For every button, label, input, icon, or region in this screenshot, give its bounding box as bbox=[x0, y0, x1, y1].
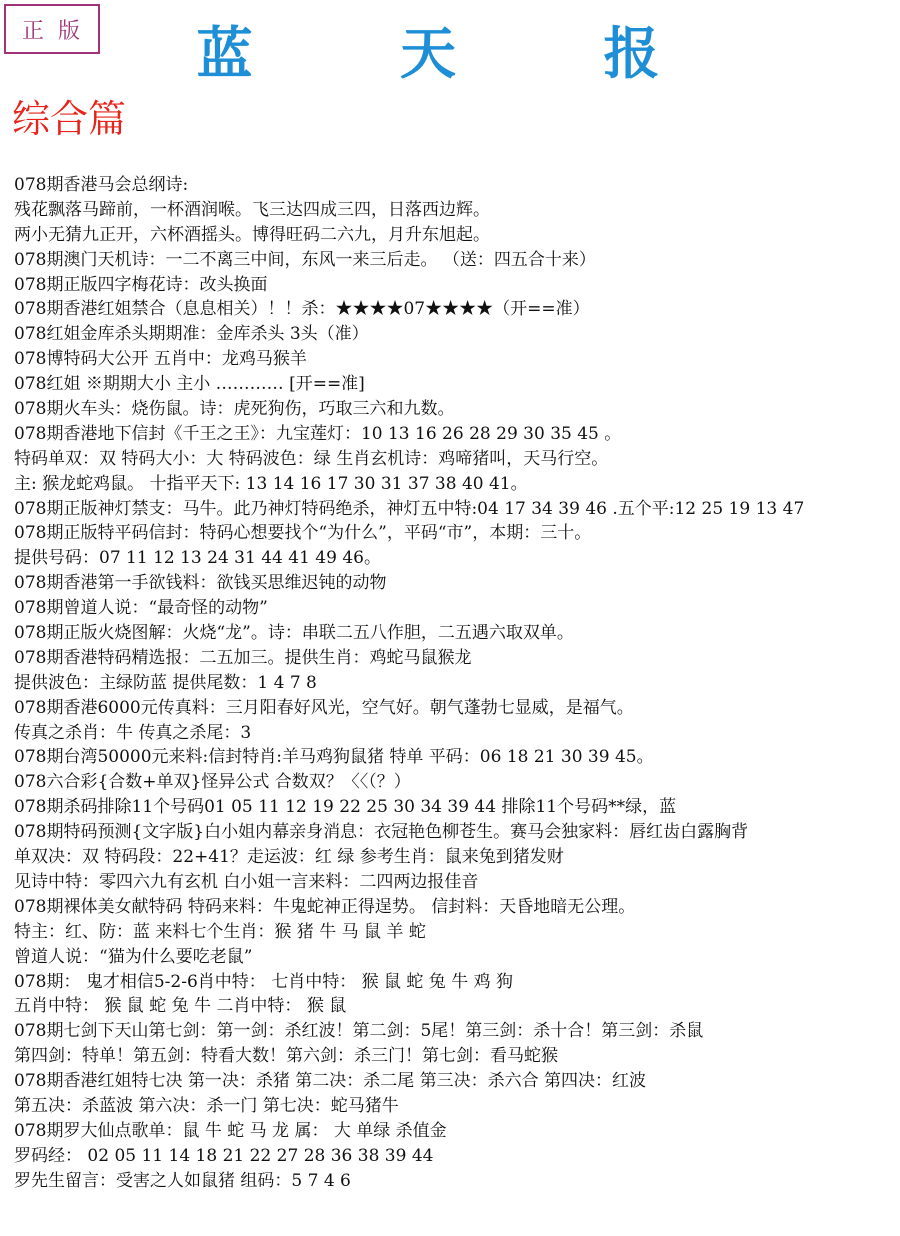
text-line: 078期特码预测{文字版}白小姐内幕亲身消息：衣冠艳色柳苍生。赛马会独家料：唇红齿白露胸背 bbox=[14, 822, 749, 843]
article-body bbox=[14, 173, 894, 1194]
text-line: 078期香港6000元传真料：三月阳春好风光，空气好。朝气蓬勃七显威，是福气。 bbox=[14, 697, 634, 718]
text-line: 078期正版四字梅花诗：改头换面 bbox=[14, 274, 268, 295]
text-line: 078期罗大仙点歌单：鼠 牛 蛇 马 龙 属： 大 单绿 杀值金 bbox=[14, 1120, 447, 1141]
text-line: 078期曾道人说：“最奇怪的动物” bbox=[14, 598, 268, 619]
text-line: 特码单双：双 特码大小：大 特码波色：绿 生肖玄机诗：鸡啼猪叫，天马行空。 bbox=[14, 448, 609, 469]
text-line: 078期香港马会总纲诗: bbox=[14, 175, 189, 195]
text-line: 见诗中特：零四六九有玄机 白小姐一言来料：二四两边报佳音 bbox=[14, 871, 479, 892]
text-line: 078期香港红姐特七决 第一决：杀猪 第二决：杀二尾 第三决：杀六合 第四决：红波 bbox=[14, 1071, 647, 1092]
text-line: 提供波色：主绿防蓝 提供尾数：1 4 7 8 bbox=[14, 672, 317, 693]
text-line: 单双决：双 特码段：22+41？走运波：红 绿 参考生肖：鼠来兔到猪发财 bbox=[14, 847, 564, 868]
text-line: 078期七剑下天山第七剑：第一剑：杀红波！第二剑：5尾！第三剑：杀十合！第三剑：杀鼠 bbox=[14, 1021, 704, 1042]
text-line: 078红姐 ※期期大小 主小 ………… [开==准] bbox=[14, 374, 365, 395]
genuine-badge: 正版 bbox=[4, 4, 100, 54]
section-heading: 综合篇 bbox=[12, 97, 127, 141]
text-line: 罗先生留言：受害之人如鼠猪 组码：5 7 4 6 bbox=[14, 1170, 351, 1191]
text-line: 078期火车头：烧伤鼠。诗：虎死狗伤，巧取三六和九数。 bbox=[14, 399, 455, 420]
text-line: 第四剑：特单！第五剑：特看大数！第六剑：杀三门！第七剑：看马蛇猴 bbox=[14, 1046, 558, 1067]
text-line: 078博特码大公开 五肖中：龙鸡马猴羊 bbox=[14, 349, 307, 370]
text-line: 残花飘落马蹄前，一杯酒润喉。飞三达四成三四，日落西边辉。 bbox=[14, 199, 490, 220]
text-line: 078期正版神灯禁支：马牛。此乃神灯特码绝杀，神灯五中特:04 17 34 39 46 .五个平:12 25 19 13 47 bbox=[14, 498, 805, 519]
text-line: 五肖中特： 猴 鼠 蛇 兔 牛 二肖中特： 猴 鼠 bbox=[14, 996, 347, 1017]
text-line: 078期香港第一手欲钱料：欲钱买思维迟钝的动物 bbox=[14, 573, 387, 594]
text-line: 078期澳门天机诗：一二不离三中间，东风一来三后走。 （送：四五合十来） bbox=[14, 249, 596, 270]
text-line: 078期杀码排除11个号码01 05 11 12 19 22 25 30 34 39 44 排除11个号码**绿，蓝 bbox=[14, 797, 677, 818]
text-line: 078期正版特平码信封：特码心想要找个“为什么”，平码“市”，本期：三十。 bbox=[14, 523, 592, 544]
text-line: 两小无猜九正开，六杯酒摇头。博得旺码二六九，月升东旭起。 bbox=[14, 224, 490, 245]
text-line: 078期香港特码精选报：二五加三。提供生肖：鸡蛇马鼠猴龙 bbox=[14, 647, 472, 668]
text-line: 078期台湾50000元来料:信封特肖:羊马鸡狗鼠猪 特单 平码：06 18 21 30 39 45。 bbox=[14, 747, 654, 768]
text-line: 特主：红、防：蓝 来料七个生肖：猴 猪 牛 马 鼠 羊 蛇 bbox=[14, 921, 426, 942]
text-line: 提供号码：07 11 12 13 24 31 44 41 49 46。 bbox=[14, 548, 381, 569]
text-line: 曾道人说：“猫为什么要吃老鼠” bbox=[14, 946, 253, 967]
text-line: 078六合彩{合数+单双}怪异公式 合数双？〈〈（？） bbox=[14, 772, 411, 793]
text-line: 078期： 鬼才相信5-2-6肖中特： 七肖中特： 猴 鼠 蛇 兔 牛 鸡 狗 bbox=[14, 971, 514, 992]
text-line: 078期正版火烧图解：火烧“龙”。诗：串联二五八作胆，二五遇六取双单。 bbox=[14, 623, 574, 644]
newspaper-title: 蓝 天 报 bbox=[196, 21, 724, 87]
text-line: 078期香港地下信封《千王之王》：九宝莲灯：10 13 16 26 28 29 30 35 45 。 bbox=[14, 423, 622, 444]
text-line: 主: 猴龙蛇鸡鼠。 十指平天下: 13 14 16 17 30 31 37 38 40 41。 bbox=[14, 473, 528, 494]
text-line: 传真之杀肖：牛 传真之杀尾：3 bbox=[14, 722, 252, 743]
text-line: 078期裸体美女献特码 特码来料：牛鬼蛇神正得逞势。 信封料：天昏地暗无公理。 bbox=[14, 896, 636, 917]
text-line: 第五决：杀蓝波 第六决：杀一门 第七决：蛇马猪牛 bbox=[14, 1095, 399, 1116]
text-line: 078红姐金库杀头期期准：金库杀头 3头（准） bbox=[14, 324, 369, 345]
text-line: 078期香港红姐禁合（息息相关）！！杀：★★★★07★★★★（开==准） bbox=[14, 299, 590, 320]
text-line: 罗码经： 02 05 11 14 18 21 22 27 28 36 38 39 44 bbox=[14, 1145, 434, 1166]
